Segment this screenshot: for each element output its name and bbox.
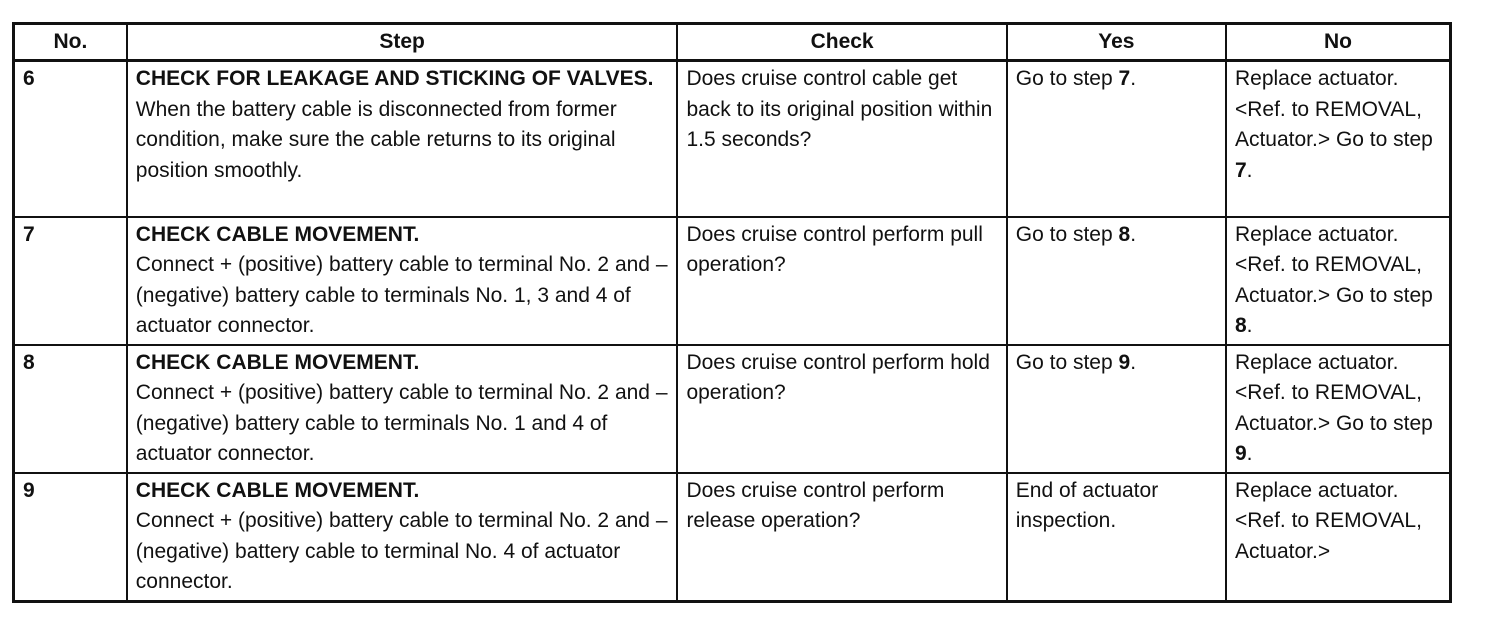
table-body	[14, 61, 1451, 602]
step-title: CHECK CABLE MOVEMENT.	[135, 478, 420, 502]
no-prefix: Replace actuator. <Ref. to REMOVAL, Actuator.> Go to step	[1234, 350, 1433, 435]
diagnostic-table	[12, 22, 1452, 603]
no-cell	[1226, 217, 1451, 345]
yes-step-ref: 8	[1118, 222, 1131, 246]
step-cell	[127, 345, 678, 473]
no-prefix: Replace actuator. <Ref. to REMOVAL, Actuator.> Go to step	[1234, 222, 1433, 307]
step-body: Connect + (positive) battery cable to terminal No. 2 and – (negative) battery cable to terminal No. 4 of actuator connector.	[135, 509, 668, 593]
header-yes: Yes	[1007, 24, 1226, 61]
header-no: No.	[14, 24, 127, 61]
step-number: 9	[14, 473, 127, 602]
yes-cell	[1007, 61, 1226, 217]
step-title: CHECK FOR LEAKAGE AND STICKING OF VALVES.	[135, 67, 654, 90]
no-suffix: .	[1246, 314, 1253, 337]
no-cell	[1226, 345, 1451, 473]
check-cell: Does cruise control perform hold operation?	[677, 345, 1006, 473]
table-row	[14, 61, 1451, 217]
yes-cell	[1007, 345, 1226, 473]
yes-suffix: .	[1130, 67, 1137, 90]
table-row	[14, 345, 1451, 473]
step-title: CHECK CABLE MOVEMENT.	[135, 222, 420, 246]
check-cell: Does cruise control perform pull operation?	[677, 217, 1006, 345]
yes-step-ref: 7	[1118, 67, 1131, 90]
check-cell: Does cruise control cable get back to its original position within 1.5 seconds?	[677, 61, 1006, 217]
step-cell	[127, 217, 678, 345]
no-prefix: Replace actuator. <Ref. to REMOVAL, Actuator.> Go to step	[1234, 67, 1433, 151]
step-body: Connect + (positive) battery cable to terminal No. 2 and – (negative) battery cable to terminals No. 1 and 4 of actuator connector.	[135, 381, 668, 465]
yes-step-ref: 9	[1118, 350, 1131, 374]
yes-cell: End of actuator inspection.	[1007, 473, 1226, 602]
yes-prefix: Go to step	[1015, 67, 1119, 90]
header-check: Check	[677, 24, 1006, 61]
yes-suffix: .	[1130, 350, 1137, 374]
no-suffix: .	[1246, 158, 1253, 182]
no-suffix: .	[1246, 442, 1253, 465]
table-row	[14, 217, 1451, 345]
step-number: 7	[14, 217, 127, 345]
yes-prefix: Go to step	[1015, 350, 1119, 374]
header-step: Step	[127, 24, 678, 61]
step-title: CHECK CABLE MOVEMENT.	[135, 350, 420, 374]
step-number: 6	[14, 61, 127, 217]
no-cell: Replace actuator. <Ref. to REMOVAL, Actuator.>	[1226, 473, 1451, 602]
step-cell	[127, 473, 678, 602]
header-row	[14, 24, 1451, 61]
step-body: When the battery cable is disconnected from former condition, make sure the cable returns to its original position smoothly.	[135, 97, 617, 182]
check-cell: Does cruise control perform release operation?	[677, 473, 1006, 602]
step-cell	[127, 61, 678, 217]
step-number: 8	[14, 345, 127, 473]
yes-prefix: Go to step	[1015, 222, 1119, 246]
no-step-ref: 9	[1234, 442, 1247, 465]
step-body: Connect + (positive) battery cable to terminal No. 2 and – (negative) battery cable to terminals No. 1, 3 and 4 of actuator connector.	[135, 253, 668, 337]
no-step-ref: 8	[1234, 314, 1247, 337]
table-header	[14, 24, 1451, 61]
yes-cell	[1007, 217, 1226, 345]
table-row	[14, 473, 1451, 602]
header-no-action: No	[1226, 24, 1451, 61]
no-cell	[1226, 61, 1451, 217]
yes-suffix: .	[1130, 222, 1137, 246]
no-step-ref: 7	[1234, 158, 1247, 182]
